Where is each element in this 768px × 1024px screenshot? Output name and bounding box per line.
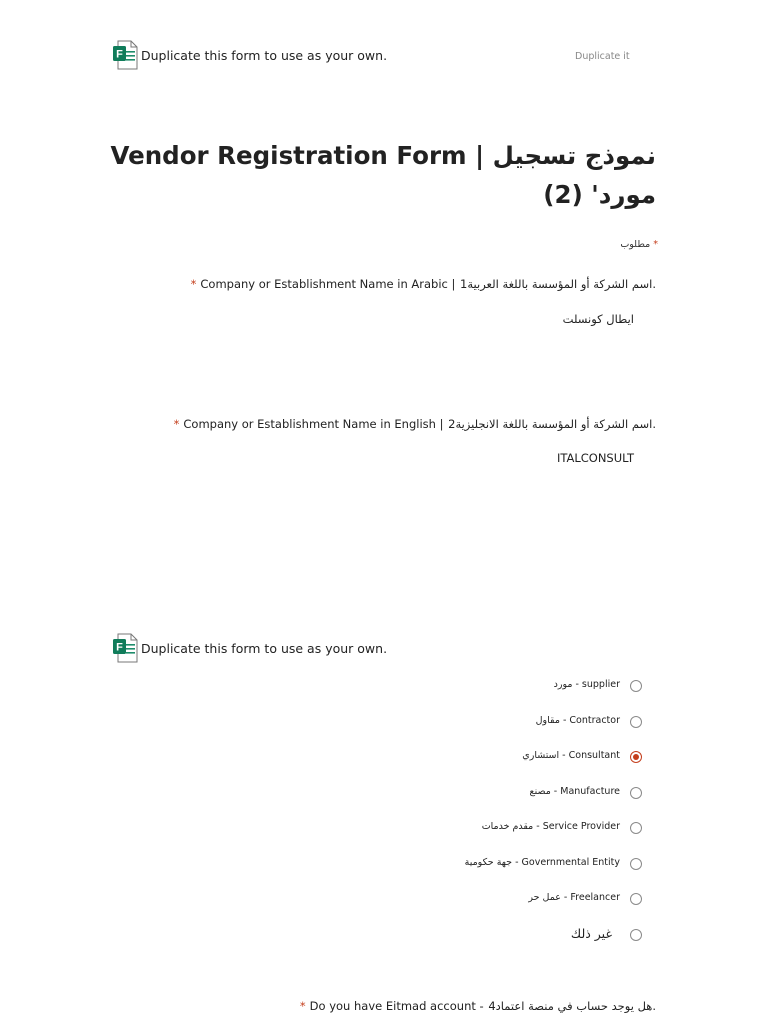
required-star: * <box>299 999 306 1013</box>
radio-button[interactable] <box>630 858 642 870</box>
radio-option-label: جهة حكومية - Governmental Entity <box>464 856 620 868</box>
radio-button[interactable] <box>630 893 642 905</box>
question-1-answer[interactable]: ايطال كونسلت <box>562 312 634 326</box>
required-star: * <box>173 417 180 431</box>
radio-option-label: مقاول - Contractor <box>535 714 620 726</box>
duplicate-banner <box>112 633 632 663</box>
radio-option[interactable] <box>382 713 642 749</box>
question-1-text: Company or Establishment Name in Arabic | اسم الشركة أو المؤسسة باللغة العربية <box>200 277 653 291</box>
duplicate-banner <box>112 40 632 70</box>
form-title: نموذج تسجيل | Vendor Registration Form مورد' (2) <box>110 141 656 209</box>
question-4-text: Do you have Eitmad account - هل يوجد حساب في منصة اعتماد <box>309 999 653 1013</box>
required-star: * <box>653 239 658 250</box>
question-2-text: Company or Establishment Name in English | اسم الشركة أو المؤسسة باللغة الانجليزية <box>183 417 653 431</box>
question-2-number: 2. <box>448 417 656 431</box>
question-4-number: 4. <box>488 999 656 1013</box>
radio-option-label: غير ذلك <box>570 925 612 941</box>
question-1-number: 1. <box>460 277 656 291</box>
question-4 <box>300 999 656 1013</box>
radio-option-label: عمل حر - Freelancer <box>528 892 620 903</box>
question-2 <box>174 417 656 431</box>
radio-button[interactable] <box>630 822 642 834</box>
svg-text:F: F <box>116 48 123 61</box>
radio-option[interactable] <box>382 748 642 784</box>
radio-option-other[interactable] <box>382 926 642 962</box>
radio-option-label: مقدم خدمات - Service Provider <box>481 821 620 832</box>
question-1 <box>191 277 656 291</box>
radio-option[interactable] <box>382 677 642 713</box>
radio-button[interactable] <box>630 716 642 728</box>
vendor-type-options <box>382 677 642 961</box>
radio-option[interactable] <box>382 784 642 820</box>
microsoft-forms-icon <box>112 633 138 663</box>
radio-button[interactable] <box>630 787 642 799</box>
radio-button[interactable] <box>630 929 642 941</box>
radio-option-label: مورد - supplier <box>553 679 620 690</box>
duplicate-banner-text: Duplicate this form to use as your own. <box>141 48 388 63</box>
microsoft-forms-icon <box>112 40 138 70</box>
required-note-text: مطلوب <box>620 239 651 250</box>
radio-option[interactable] <box>382 890 642 926</box>
radio-button-selected[interactable] <box>630 751 642 763</box>
duplicate-it-link[interactable]: Duplicate it <box>575 51 630 62</box>
radio-option[interactable] <box>382 855 642 891</box>
radio-button[interactable] <box>630 680 642 692</box>
radio-option[interactable] <box>382 819 642 855</box>
question-2-answer[interactable]: ITALCONSULT <box>556 451 634 465</box>
radio-option-label: مصنع - Manufacture <box>529 785 620 797</box>
required-note <box>620 239 658 250</box>
required-star: * <box>190 277 197 291</box>
radio-option-label: استشاري - Consultant <box>522 750 620 761</box>
duplicate-banner-text: Duplicate this form to use as your own. <box>141 641 388 656</box>
svg-text:F: F <box>116 641 123 654</box>
